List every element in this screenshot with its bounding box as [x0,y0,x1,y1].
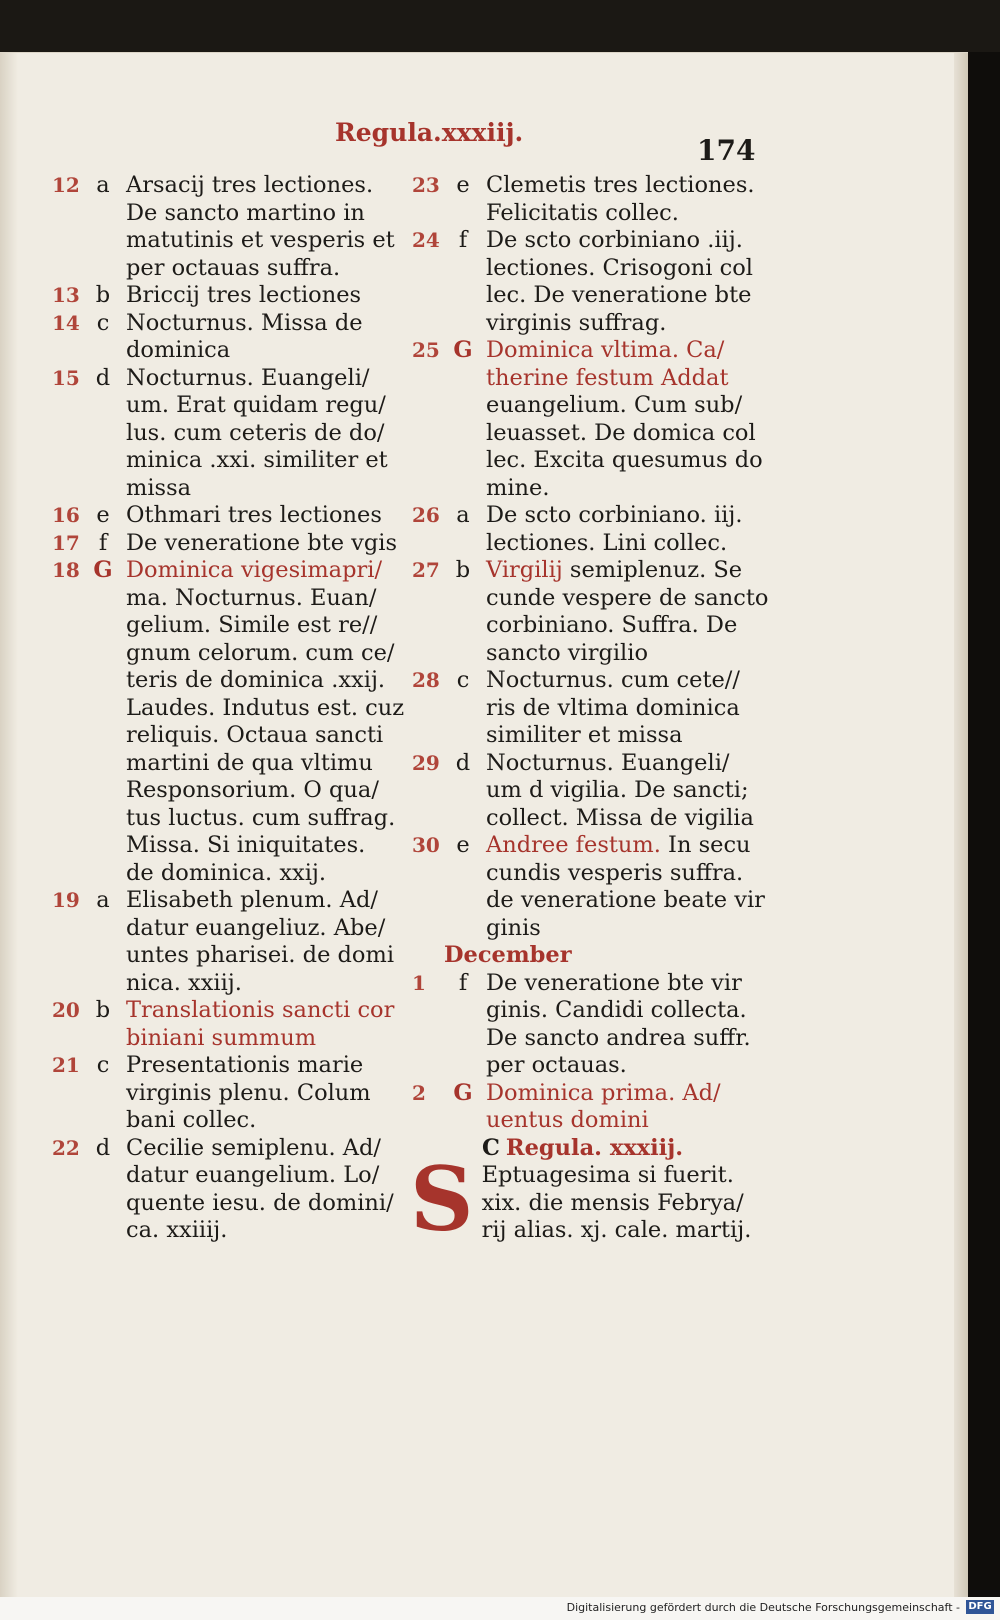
entry-line: ginis. Candidi collecta. [486,997,747,1023]
day-number: 13 [52,283,80,307]
entry-line: Translationis sancti cor [126,997,395,1023]
entry-line: euangelium. Cum sub/ [486,392,743,418]
entry-line: reliquis. Octaua sancti [126,722,384,748]
day-number: 29 [412,750,440,775]
rubric-text: Regula. xxxiij. [505,1134,684,1161]
dominical-letter: d [455,749,471,776]
month-heading: December [444,942,572,968]
entry-line: cunde vespere de sancto [486,584,769,611]
day-number: 12 [52,173,80,197]
entry-line: matutinis et vesperis et [126,227,395,253]
dominical-letter: G [453,337,473,363]
entry-line: collect. Missa de vigilia [486,804,754,831]
folio-number: 174 [697,134,756,167]
entry-line: leuasset. De domica col [486,419,756,446]
day-number: 21 [52,1053,80,1077]
dominical-letter: b [455,557,471,583]
entry-line: Nocturnus. cum cete// [486,667,740,693]
dominical-letter: f [98,529,108,556]
day-number: 16 [52,503,80,527]
entry-line: virginis suffrag. [486,309,667,336]
day-number: 28 [412,668,440,692]
calendar-entry [412,502,757,557]
entry-line: datur euangeliuz. Abe/ [126,914,386,941]
entry-line: biniani summum [126,1024,317,1051]
entry-line: lectiones. Crisogoni col [486,254,753,281]
dominical-letter: f [458,969,468,996]
day-number: 27 [412,558,440,582]
entry-line: gelium. Simile est re// [126,612,378,638]
entry-line: Nocturnus. Euangeli/ [126,364,370,391]
entry-line: um. Erat quidam regu/ [126,392,386,418]
pilcrow-mark: C [482,1134,500,1161]
calendar-entry [52,502,397,530]
entry-line: Dominica vltima. Ca/ [486,337,725,363]
calendar-entry [52,310,397,365]
day-number: 22 [52,1135,80,1160]
calendar-entry [412,667,757,750]
day-number: 19 [52,888,80,912]
entry-line: De veneratione bte vir [486,969,742,996]
entry-line: De sancto martino in [126,199,365,226]
dominical-letter: G [453,1079,473,1106]
calendar-entry [412,172,757,227]
day-number: 20 [52,998,80,1022]
entry-line: missa [126,474,192,501]
dominical-letter: e [456,172,470,198]
entry-line: mine. [486,474,550,501]
calendar-entry [52,530,397,558]
dominical-letter: a [96,887,110,913]
entry-line: Dominica prima. Ad/ [486,1079,721,1106]
entry-line: de dominica. xxij. [126,859,327,886]
entry-line: dominica [126,337,231,363]
entry-line: Felicitatis collec. [486,199,679,226]
entry-line: teris de dominica .xxij. [126,667,386,693]
entry-line: sancto virgilio [486,639,648,666]
dominical-letter: G [93,557,113,583]
calendar-entry [412,970,757,1080]
dominical-letter: e [456,832,470,858]
entry-line: um d vigilia. De sancti; [486,777,749,803]
dominical-letter: b [95,997,111,1023]
entry-line: untes pharisei. de domi [126,942,395,968]
entry-line: minica .xxi. similiter et [126,447,388,473]
day-number: 30 [412,833,440,857]
entry-line: De veneratione bte vgis [126,529,398,556]
entry-line: gnum celorum. cum ce/ [126,639,395,666]
entry-line: Presentationis marie [126,1052,364,1078]
entry-line: therine festum Addat [486,364,729,391]
calendar-entry [52,365,397,503]
left-column [52,172,405,1245]
day-number: 26 [412,503,440,527]
entry-line: Elisabeth plenum. Ad/ [126,887,378,913]
day-number: 17 [52,530,80,555]
calendar-entry [52,282,397,310]
day-number: 2 [412,1080,426,1105]
entry-line: ma. Nocturnus. Euan/ [126,584,377,611]
calendar-entry [412,337,763,502]
scan-background [0,0,1000,58]
dominical-letter: d [95,364,111,391]
calendar-entry [52,1052,397,1135]
entry-line: tus luctus. cum suffrag. [126,804,396,831]
day-number: 15 [52,365,80,390]
entry-line: nica. xxiij. [126,969,242,996]
day-number: 14 [52,310,80,335]
entry-line: lectiones. Lini collec. [486,529,728,556]
decorated-initial: S [410,1147,474,1251]
entry-line: Arsacij tres lectiones. [126,172,374,198]
day-number: 25 [412,338,440,362]
footer-credit: Digitalisierung gefördert durch die Deutsche Forschungsgemeinschaft - [566,1601,960,1614]
entry-line: ris de vltima dominica [486,694,740,721]
day-number: 1 [412,970,426,995]
entry-line: virginis plenu. Colum [126,1079,371,1106]
entry-line: Clemetis tres lectiones. [486,172,755,198]
day-number: 24 [412,228,440,252]
dominical-letter: a [96,172,110,198]
calendar-entry [52,1135,397,1245]
entry-line: lec. De veneratione bte [486,282,752,308]
calendar-entry [412,750,757,833]
dominical-letter: f [458,227,468,253]
entry-line: ginis [486,914,541,941]
entry-line: De sancto andrea suffr. [486,1024,751,1051]
calendar-entry [52,997,397,1052]
entry-line: datur euangelium. Lo/ [126,1162,380,1188]
entry-line: De scto corbiniano. iij. [486,502,743,528]
entry-line: per octauas suffra. [126,254,341,281]
entry-line: Cecilie semiplenu. Ad/ [126,1134,382,1161]
calendar-entry [412,1080,757,1135]
entry-line: martini de qua vltimu [126,749,373,776]
entry-line: quente iesu. de domini/ [126,1189,394,1216]
calendar-entry [412,227,757,337]
calendar-entry [52,887,397,997]
dominical-letter: e [96,502,110,528]
paragraph-line: xix. die mensis Febrya/ [481,1189,744,1216]
entry-line: Nocturnus. Missa de [126,309,363,336]
dominical-letter: c [456,667,470,693]
entry-line: Andree festum. In secu [486,832,751,858]
paragraph-line: Eptuagesima si fuerit. [481,1162,734,1188]
entry-line: cundis vesperis suffra. [486,859,744,886]
right-column [410,172,769,1251]
dominical-letter: c [96,309,110,336]
entry-line: De scto corbiniano .iij. [486,227,743,253]
entry-line: Nocturnus. Euangeli/ [486,749,730,776]
entry-line: uentus domini [486,1107,649,1133]
entry-line: ca. xxiiij. [126,1217,228,1243]
entry-line: Virgilij semiplenuz. Se [486,557,743,583]
entry-line: lec. Excita quesumus do [486,447,763,473]
entry-line: corbiniano. Suffra. De [486,612,738,638]
entry-line: similiter et missa [486,722,683,748]
entry-line: Laudes. Indutus est. cuz [126,694,405,721]
dominical-letter: b [95,282,111,308]
dominical-letter: a [456,502,470,528]
entry-line: Dominica vigesimapri/ [126,557,383,583]
entry-line: per octauas. [486,1052,627,1078]
scan-edge [968,52,1000,1597]
entry-line: Responsorium. O qua/ [126,777,379,803]
dominical-letter: c [96,1052,110,1078]
spine-shadow [0,53,18,1598]
dfg-logo: DFG [966,1600,994,1614]
entry-line: Briccij tres lectiones [126,282,362,308]
entry-line: Missa. Si iniquitates. [126,832,366,858]
paragraph-line: rij alias. xj. cale. martij. [481,1217,752,1243]
calendar-entry [52,172,397,282]
dominical-letter: d [95,1134,111,1161]
entry-line: Othmari tres lectiones [126,502,382,528]
day-number: 23 [412,173,440,197]
running-header: Regula.xxxiij. [335,118,524,147]
entry-line: bani collec. [126,1107,257,1133]
calendar-entry [52,557,405,887]
day-number: 18 [52,558,80,582]
calendar-entry [412,557,769,667]
entry-line: lus. cum ceteris de do/ [126,419,385,446]
entry-line: de veneratione beate vir [486,887,765,913]
calendar-entry [412,832,765,942]
